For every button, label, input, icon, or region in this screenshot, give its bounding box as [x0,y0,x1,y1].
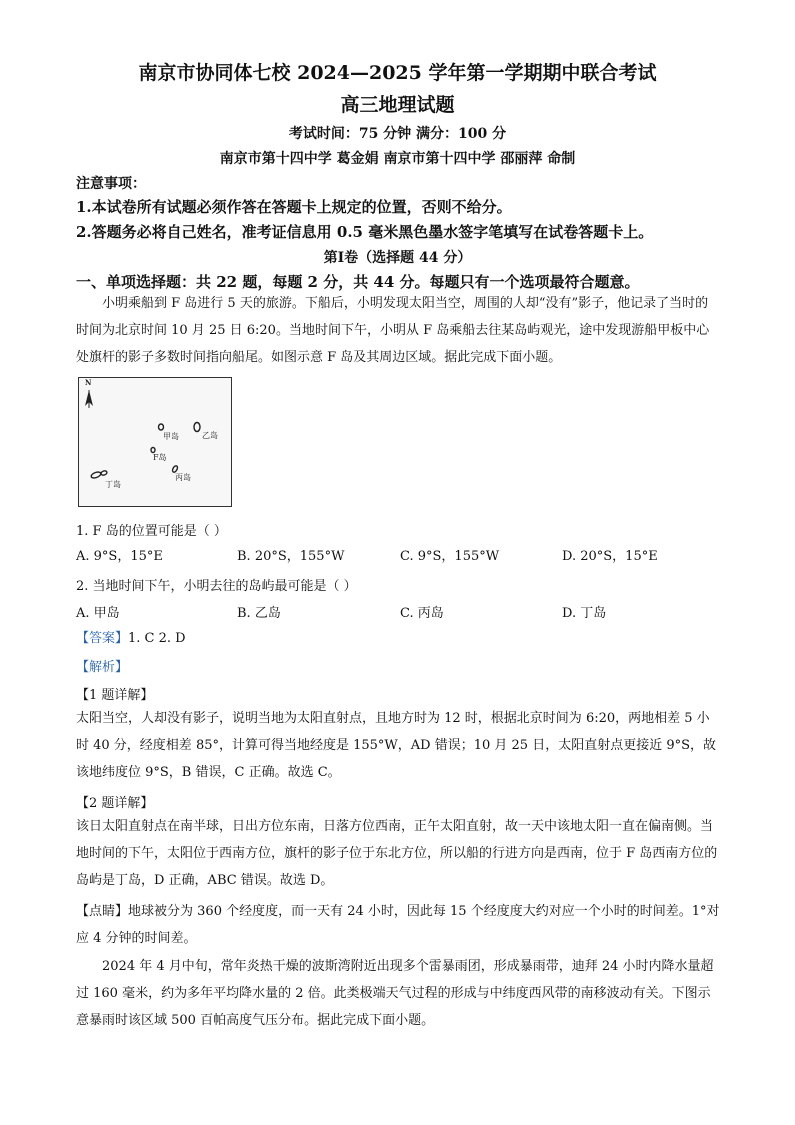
island-map-graphic [79,378,231,506]
notice-heading: 注意事项： [76,176,146,192]
exam-authors: 南京市第十四中学 葛金娟 南京市第十四中学 邵丽萍 命制 [219,151,576,167]
section-title: 第Ⅰ卷（选择题 44 分） [323,250,472,266]
notice-item-1: 1.本试卷所有试题必须作答在答题卡上规定的位置，否则不给分。 [76,198,512,216]
exam-info: 考试时间：75 分钟 满分：100 分 [288,126,507,142]
detail-1-text: 太阳当空，人却没有影子，说明当地为太阳直射点，且地方时为 12 时，根据北京时间为 6:20，两地相差 5 小时 40 分，经度相差 85°，计算可得当地经度是 155°W，AD 错误；10 月 25 日，太阳直射点更接近 9°S，故该地纬度位 9°S，B 错误，C 正确。故选 C。 [76,711,717,780]
passage-1: 小明乘船到 F 岛进行 5 天的旅游。下船后，小明发现太阳当空，周围的人却“没有”影子，他记录了当时的时间为北京时间 10 月 25 日 6:20。当地时间下午，小明从 F 岛乘船去往某岛屿观光，途中发现游船甲板中心处旗杆的影子多数时间指向船尾。如图示意 F 岛及其周边区域。据此完成下面小题。 [76,296,710,365]
north-arrow-icon [85,390,93,408]
question-2-stem: 2. 当地时间下午，小明去往的岛屿最可能是（ ） [76,579,357,594]
q2-option-c: C. 丙岛 [400,606,444,621]
tip-tag: 【点睛】 [76,904,129,919]
part-one-heading: 一、单项选择题：共 22 题，每题 2 分，共 44 分。每题只有一个选项最符合题意。 [76,273,640,291]
island-label-f: F岛 [153,453,167,462]
detail-1-tag: 【1 题详解】 [76,688,154,703]
island-label-ding: 丁岛 [105,480,121,489]
answer-tag: 【答案】 [76,631,129,646]
exam-subject-title: 高三地理试题 [340,94,455,116]
question-1-stem: 1. F 岛的位置可能是（ ） [76,524,227,539]
q2-option-d: D. 丁岛 [562,606,607,621]
island-label-yi: 乙岛 [202,431,218,440]
q1-option-b: B. 20°S，155°W [237,549,345,564]
q1-option-c: C. 9°S，155°W [400,549,500,564]
island-map [78,377,232,507]
island-shapes [90,423,200,480]
q1-option-a: A. 9°S，15°E [76,549,163,564]
passage-2: 2024 年 4 月中旬，常年炎热干燥的波斯湾附近出现多个雷暴雨团，形成暴雨带，迪拜 24 小时内降水量超过 160 毫米，约为多年平均降水量的 2 倍。此类极端天气过程的形成与中纬度西风带的南移波动有关。下图示意暴雨时该区域 500 百帕高度气压分布。据此完成下面小题。 [76,959,714,1028]
tip-block [76,898,720,952]
q2-option-b: B. 乙岛 [237,606,281,621]
detail-2-text: 该日太阳直射点在南半球，日出方位东南，日落方位西南，正午太阳直射，故一天中该地太阳一直在偏南侧。当地时间的下午，太阳位于西南方位，旗杆的影子位于东北方位，所以船的行进方向是西南，位于 F 岛西南方位的岛屿是丁岛，D 正确，ABC 错误。故选 D。 [76,819,718,888]
exam-title: 南京市协同体七校 2024—2025 学年第一学期期中联合考试 [138,62,657,84]
north-label: N [85,378,92,387]
answer-line [76,627,186,646]
detail-2-tag: 【2 题详解】 [76,796,154,811]
answer-text: 1. C 2. D [128,631,186,646]
analysis-tag: 【解析】 [76,660,129,675]
tip-text: 地球被分为 360 个经度度，而一天有 24 小时，因此每 15 个经度度大约对应一个小时的时间差。1°对应 4 分钟的时间差。 [76,904,720,946]
island-label-bing: 丙岛 [175,473,191,482]
q2-option-a: A. 甲岛 [76,606,120,621]
island-label-jia: 甲岛 [163,432,179,441]
notice-item-2: 2.答题务必将自己姓名，准考证信息用 0.5 毫米黑色墨水签字笔填写在试卷答题卡上。 [76,223,654,241]
q1-option-d: D. 20°S，15°E [562,549,658,564]
